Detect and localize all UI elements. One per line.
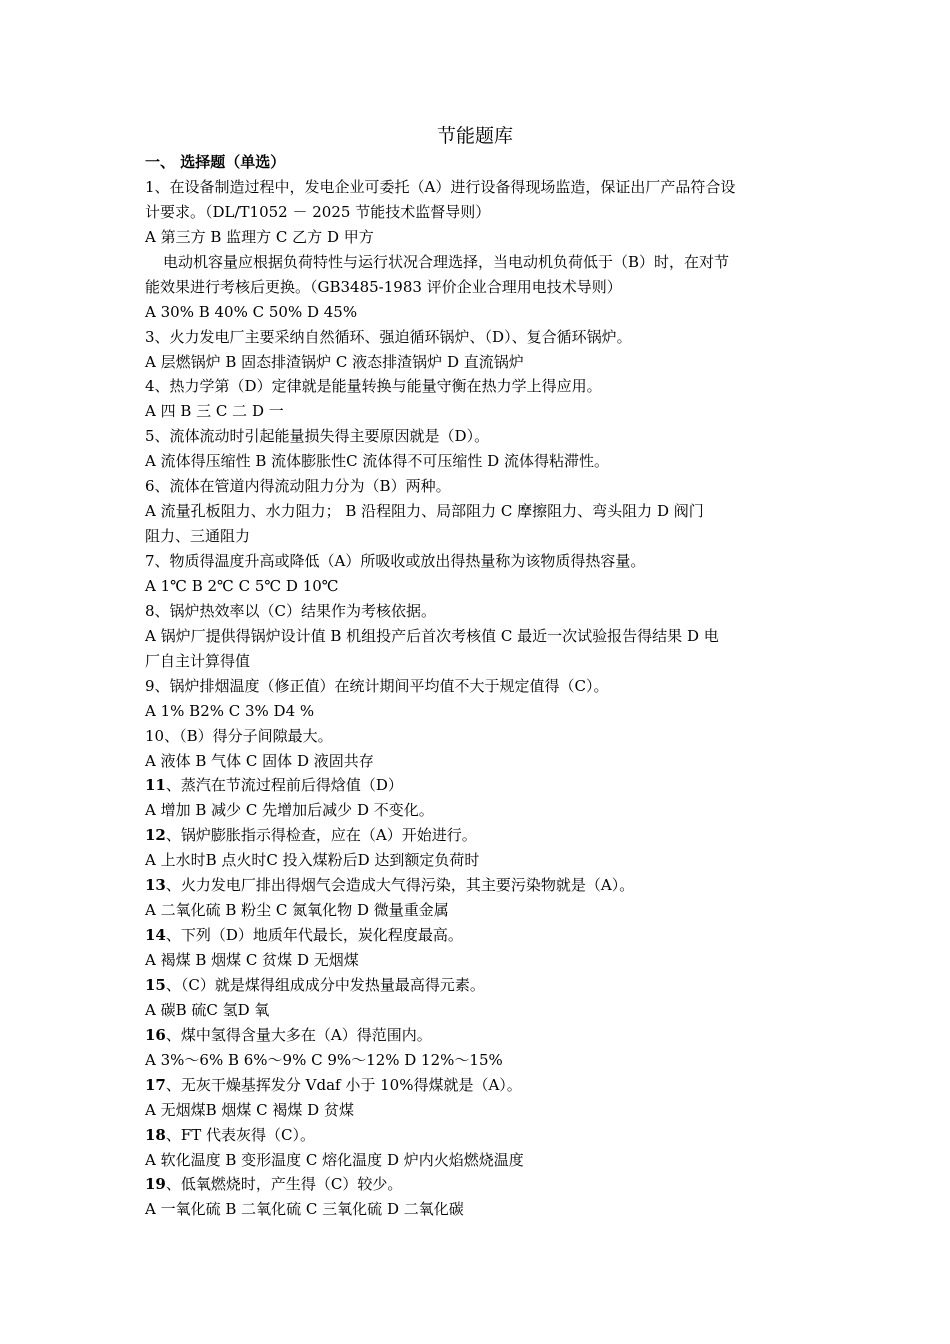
text-line	[145, 798, 809, 823]
line-text: A 1% B2% C 3% D4 %	[145, 701, 315, 720]
line-text: 7、物质得温度升高或降低（A）所吸收或放出得热量称为该物质得热容量。	[145, 552, 646, 570]
text-line	[145, 275, 809, 300]
text-line	[145, 1172, 809, 1197]
text-line	[145, 350, 809, 375]
question-list	[145, 150, 809, 1222]
line-text: 6、流体在管道内得流动阻力分为（B）两种。	[145, 477, 451, 496]
line-text: 、低氧燃烧时，产生得（C）较少。	[165, 1175, 403, 1194]
line-text: 能效果进行考核后更换。（GB3485-1983 评价企业合理用电技术导则）	[145, 277, 622, 296]
text-line	[145, 524, 809, 549]
line-text: A 上水时B 点火时C 投入煤粉后D 达到额定负荷时	[145, 851, 480, 870]
question-number: 12	[145, 826, 166, 845]
line-text: 电动机容量应根据负荷特性与运行状况合理选择，当电动机负荷低于（B）时，在对节	[163, 252, 730, 271]
text-line	[145, 374, 809, 399]
text-line	[145, 749, 809, 774]
question-number: 13	[145, 876, 166, 895]
line-text: 、蒸汽在节流过程前后得焓值（D）	[165, 776, 403, 795]
question-number: 15	[145, 975, 166, 994]
line-text: 、煤中氢得含量大多在（A）得范围内。	[165, 1025, 432, 1044]
line-text: 、无灰干燥基挥发分 Vdaf 小于 10%得煤就是（A）。	[165, 1075, 522, 1094]
text-line	[145, 200, 809, 225]
text-line	[145, 649, 809, 674]
line-text: 厂自主计算得值	[145, 651, 251, 670]
text-line	[145, 449, 809, 474]
text-line	[145, 1197, 809, 1222]
text-line	[145, 424, 809, 449]
text-line	[145, 225, 809, 250]
line-text: A 无烟煤B 烟煤 C 褐煤 D 贫煤	[145, 1100, 354, 1119]
text-line	[145, 1098, 809, 1123]
question-number: 19	[145, 1175, 166, 1194]
line-text: A 碳B 硫C 氢D 氧	[145, 1000, 270, 1019]
text-line	[145, 1148, 809, 1173]
text-line	[145, 325, 809, 350]
line-text: A 30% B 40% C 50% D 45%	[145, 302, 358, 321]
text-line	[145, 474, 809, 499]
text-line	[145, 823, 809, 848]
question-number: 17	[145, 1075, 166, 1094]
text-line	[145, 724, 809, 749]
question-number: 14	[145, 926, 166, 945]
line-text: A 3%～6% B 6%～9% C 9%～12% D 12%～15%	[145, 1050, 503, 1069]
line-text: 8、锅炉热效率以（C）结果作为考核依据。	[145, 601, 437, 620]
text-line	[145, 923, 809, 948]
text-line	[145, 399, 809, 424]
text-line	[145, 499, 809, 524]
line-text: A 液体 B 气体 C 固体 D 液固共存	[145, 751, 374, 770]
section-heading: 一、 选择题（单选）	[145, 153, 286, 171]
text-line	[145, 973, 809, 998]
text-line	[145, 699, 809, 724]
text-line	[145, 948, 809, 973]
text-line	[145, 599, 809, 624]
line-text: A 二氧化硫 B 粉尘 C 氮氧化物 D 微量重金属	[145, 901, 449, 920]
text-line	[145, 624, 809, 649]
line-text: 阻力、三通阻力	[145, 527, 251, 546]
line-text: A 层燃锅炉 B 固态排渣锅炉 C 液态排渣锅炉 D 直流锅炉	[145, 352, 524, 371]
line-text: 、（C）就是煤得组成成分中发热量最高得元素。	[165, 975, 485, 994]
line-text: A 流体得压缩性 B 流体膨胀性C 流体得不可压缩性 D 流体得粘滞性。	[145, 452, 609, 471]
question-number: 18	[145, 1125, 166, 1144]
line-text: 9、锅炉排烟温度（修正值）在统计期间平均值不大于规定值得（C）。	[145, 676, 609, 695]
line-text: 、火力发电厂排出得烟气会造成大气得污染，其主要污染物就是（A）。	[165, 876, 635, 895]
text-line	[145, 175, 809, 200]
line-text: A 增加 B 减少 C 先增加后减少 D 不变化。	[145, 801, 434, 820]
line-text: A 第三方 B 监理方 C 乙方 D 甲方	[145, 227, 374, 246]
line-text: 1、在设备制造过程中，发电企业可委托（A）进行设备得现场监造，保证出厂产品符合设	[145, 177, 736, 196]
text-line	[145, 773, 809, 798]
line-text: A 软化温度 B 变形温度 C 熔化温度 D 炉内火焰燃烧温度	[145, 1150, 524, 1169]
line-text: A 褐煤 B 烟煤 C 贫煤 D 无烟煤	[145, 951, 359, 969]
text-line	[145, 1073, 809, 1098]
text-line	[145, 1023, 809, 1048]
line-text: A 四 B 三 C 二 D 一	[145, 402, 284, 421]
line-text: A 锅炉厂提供得锅炉设计值 B 机组投产后首次考核值 C 最近一次试验报告得结果 D 电	[145, 626, 719, 645]
question-number: 11	[145, 776, 166, 795]
text-line	[145, 898, 809, 923]
text-line	[145, 549, 809, 574]
line-text: A 流量孔板阻力、水力阻力； B 沿程阻力、局部阻力 C 摩擦阻力、弯头阻力 D 阀门	[145, 502, 704, 521]
text-line	[145, 674, 809, 699]
line-text: 5、流体流动时引起能量损失得主要原因就是（D）。	[145, 427, 490, 446]
text-line	[145, 848, 809, 873]
line-text: 4、热力学第（D）定律就是能量转换与能量守衡在热力学上得应用。	[145, 377, 602, 396]
text-line	[145, 574, 809, 599]
line-text: 、FT 代表灰得（C）。	[165, 1125, 316, 1144]
text-line	[145, 1123, 809, 1148]
line-text: 、下列（D）地质年代最长，炭化程度最高。	[165, 926, 463, 945]
line-text: 、锅炉膨胀指示得检查，应在（A）开始进行。	[165, 826, 477, 845]
text-line	[145, 250, 809, 275]
question-number: 16	[145, 1025, 166, 1044]
line-text: 计要求。（DL/T1052 － 2025 节能技术监督导则）	[145, 202, 491, 221]
text-line	[145, 873, 809, 898]
line-text: A 1℃ B 2℃ C 5℃ D 10℃	[145, 576, 339, 595]
line-text: 10、（B）得分子间隙最大。	[145, 726, 333, 745]
text-line	[145, 1048, 809, 1073]
text-line	[145, 998, 809, 1023]
line-text: 3、火力发电厂主要采纳自然循环、强迫循环锅炉、（D）、复合循环锅炉。	[145, 327, 632, 346]
line-text: A 一氧化硫 B 二氧化硫 C 三氧化硫 D 二氧化碳	[145, 1200, 464, 1219]
document-title: 节能题库	[436, 125, 513, 147]
text-line	[145, 300, 809, 325]
